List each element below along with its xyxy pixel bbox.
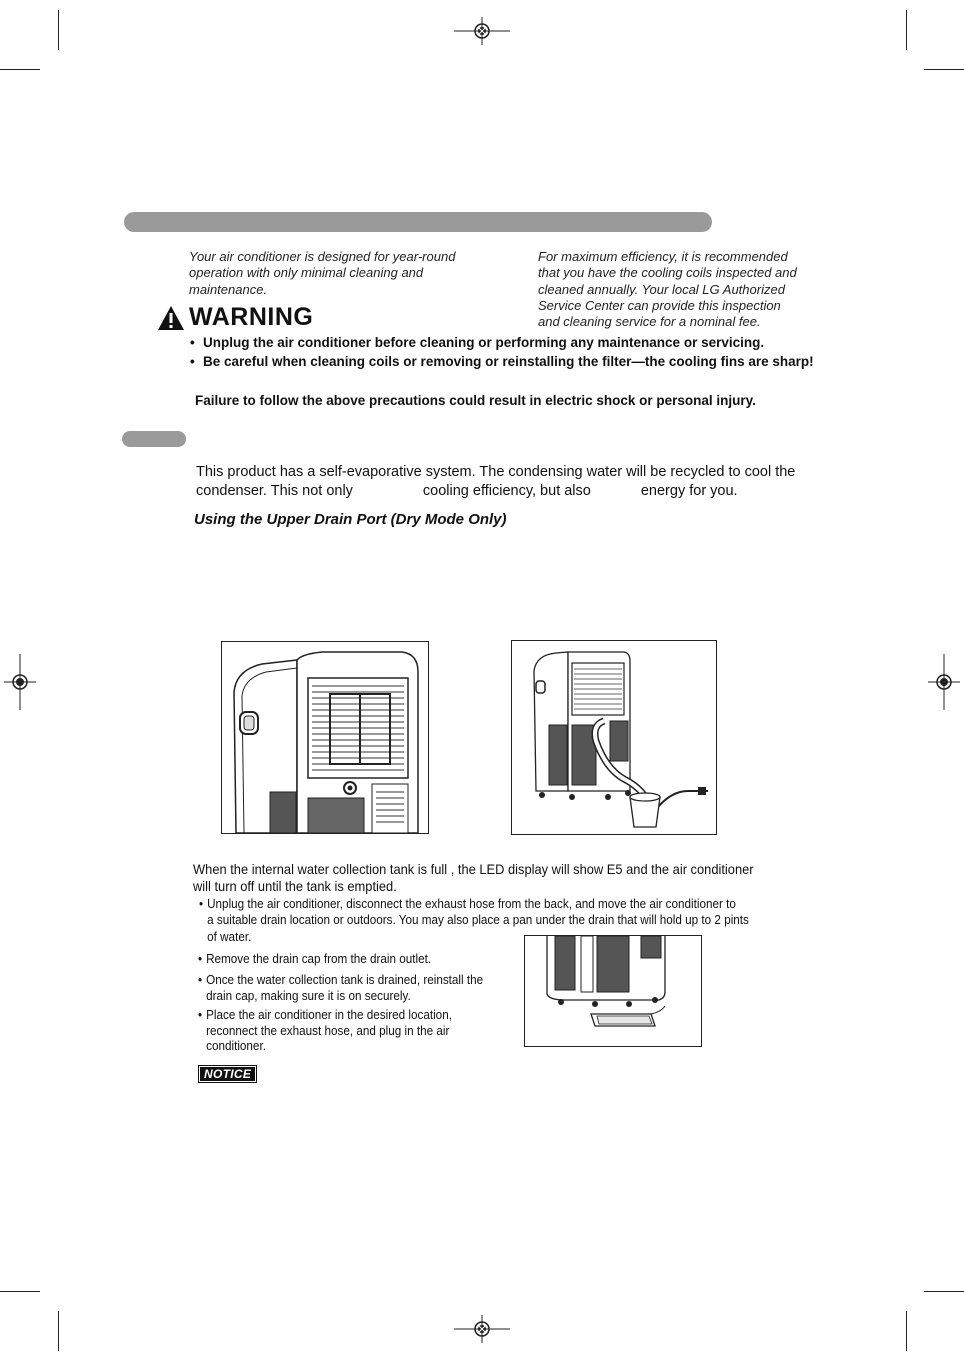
evaporative-line: condenser. This not only cooling efficiency, but also energy for you.: [196, 483, 738, 499]
step-item: • Unplug the air conditioner, disconnect the exhaust hose from the back, and move the air conditioner to a suitable drain location or outdoors. You may also place a pan under the drain that will hold up to 2 pints of water.: [199, 896, 749, 944]
warning-triangle-icon: [157, 305, 185, 331]
step-item: • Place the air conditioner in the desired location, reconnect the exhaust hose, and plug in the air conditioner.: [198, 1007, 452, 1053]
drain-hose-illustration: [511, 640, 717, 835]
warning-item: • Unplug the air conditioner before cleaning or performing any maintenance or servicing.: [190, 334, 840, 352]
rear-unit-illustration: [221, 641, 429, 834]
tank-line: When the internal water collection tank is full , the LED display will show E5 and the air conditioner: [193, 861, 754, 877]
tank-line: will turn off until the tank is emptied.: [193, 877, 397, 894]
drain-pan-illustration: [524, 935, 702, 1047]
registration-mark-icon: [454, 17, 510, 45]
intro-left-line: operation with only minimal cleaning and: [189, 265, 424, 281]
crop-mark: [906, 1311, 907, 1351]
intro-left-line: maintenance.: [189, 281, 268, 297]
warning-item: • Be careful when cleaning coils or removing or reinstalling the filter—the cooling fins are sharp!: [190, 353, 823, 371]
step-item: • Remove the drain cap from the drain outlet.: [198, 951, 432, 966]
intro-right: [538, 249, 838, 330]
registration-mark-icon: [4, 654, 36, 710]
crop-mark: [0, 69, 40, 70]
evaporative-line: This product has a self-evaporative system. The condensing water will be recycled to cool the: [196, 464, 796, 480]
registration-mark-icon: [454, 1315, 510, 1343]
intro-right-line: For maximum efficiency, it is recommended: [538, 249, 788, 264]
crop-mark: [924, 69, 964, 70]
tank-full-text: [193, 861, 763, 894]
crop-mark: [58, 10, 59, 50]
crop-mark: [906, 10, 907, 50]
warning-failure-text: Failure to follow the above precautions could result in electric shock or personal injury.: [195, 393, 756, 408]
warning-title: [157, 303, 313, 332]
registration-mark-icon: [928, 654, 960, 710]
crop-mark: [58, 1311, 59, 1351]
intro-right-line: that you have the cooling coils inspected and: [538, 265, 797, 281]
step-item: • Once the water collection tank is drained, reinstall the drain cap, making sure it is on securely.: [198, 972, 484, 1003]
section-header-bar: [124, 212, 712, 232]
crop-mark: [0, 1291, 40, 1292]
intro-left: [189, 249, 489, 298]
crop-mark: [924, 1291, 964, 1292]
evaporative-paragraph: [196, 463, 856, 501]
intro-right-line: and cleaning service for a nominal fee.: [538, 314, 761, 330]
warning-list: [190, 334, 840, 371]
drain-heading: Using the Upper Drain Port (Dry Mode Only): [194, 511, 507, 528]
intro-right-line: Service Center can provide this inspection: [538, 297, 781, 313]
warning-label: WARNING: [189, 303, 314, 331]
intro-left-line: Your air conditioner is designed for year-round: [189, 249, 456, 264]
notice-badge: NOTICE: [198, 1065, 257, 1083]
intro-right-line: cleaned annually. Your local LG Authorized: [538, 281, 785, 297]
subsection-tab: [122, 431, 186, 447]
